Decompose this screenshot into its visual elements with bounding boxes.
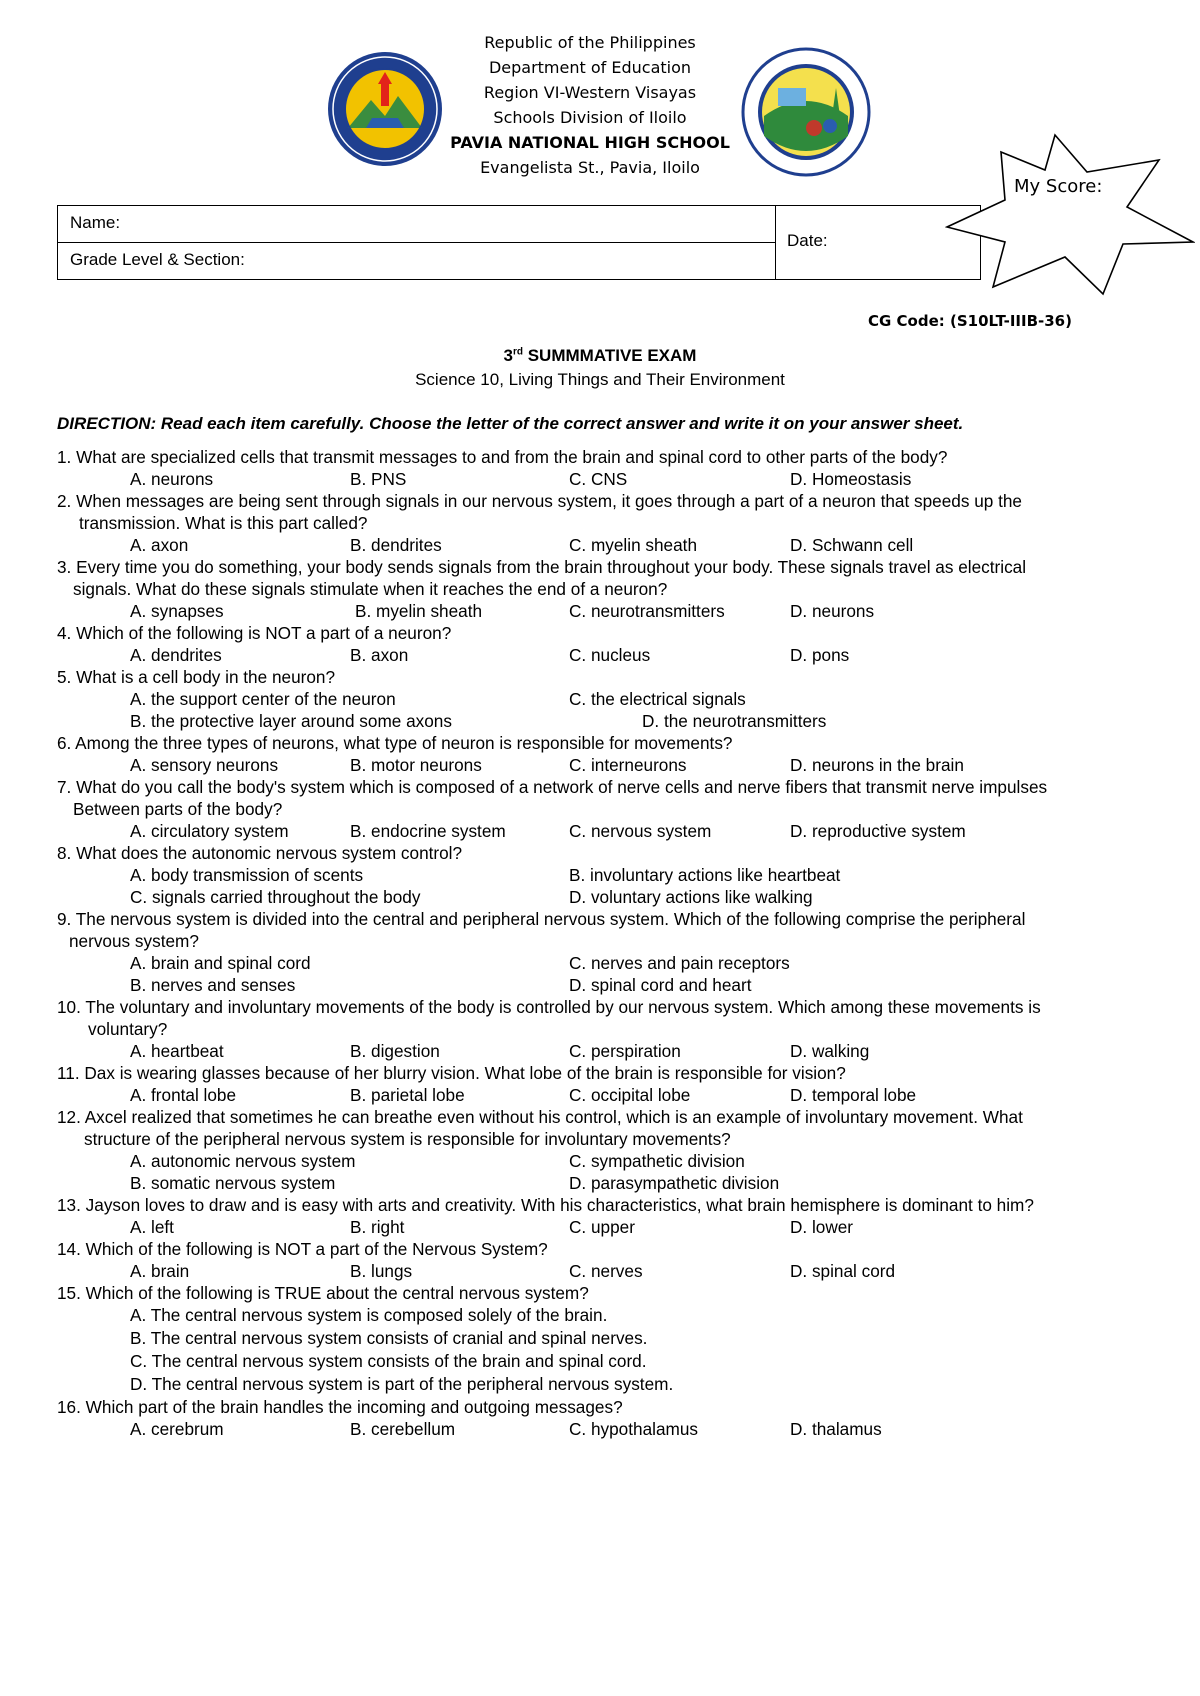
option-d[interactable]: D. spinal cord xyxy=(790,1261,896,1281)
option-c[interactable]: C. myelin sheath xyxy=(569,535,698,555)
option-a[interactable]: A. cerebrum xyxy=(130,1419,224,1439)
option-c[interactable]: C. signals carried throughout the body xyxy=(130,887,421,907)
question-text-line1: 12. Axcel realized that sometimes he can breathe even without his control, which is an example of involuntary movement. What xyxy=(57,1107,1023,1127)
option-row xyxy=(57,1150,1137,1172)
option-row xyxy=(57,1172,1137,1194)
option-d[interactable]: D. temporal lobe xyxy=(790,1085,917,1105)
cg-code: CG Code: (S10LT-IIIB-36) xyxy=(868,312,1072,330)
option-row xyxy=(57,820,1137,842)
option-c[interactable]: C. nerves and pain receptors xyxy=(569,953,790,973)
question-list xyxy=(57,446,1137,1440)
exam-title-ordinal: rd xyxy=(513,346,523,358)
option-b[interactable]: B. myelin sheath xyxy=(355,601,483,621)
option-d[interactable]: D. thalamus xyxy=(790,1419,882,1439)
question-15 xyxy=(57,1282,1137,1396)
option-d[interactable]: D. the neurotransmitters xyxy=(642,711,827,731)
question-text: 16. Which part of the brain handles the incoming and outgoing messages? xyxy=(57,1397,623,1417)
option-row xyxy=(57,754,1137,776)
header-country: Republic of the Philippines xyxy=(484,33,696,52)
date-field-label[interactable]: Date: xyxy=(787,231,828,250)
option-d[interactable]: D. spinal cord and heart xyxy=(569,975,752,995)
question-1 xyxy=(57,446,1137,490)
exam-title-number: 3 xyxy=(503,346,513,365)
option-c[interactable]: C. sympathetic division xyxy=(569,1151,745,1171)
option-a[interactable]: A. neurons xyxy=(130,469,214,489)
question-4 xyxy=(57,622,1137,666)
question-3 xyxy=(57,556,1137,622)
option-row xyxy=(57,600,1137,622)
option-a[interactable]: A. body transmission of scents xyxy=(130,865,364,885)
question-text-line1: 2. When messages are being sent through signals in our nervous system, it goes through a part of a neuron that speeds up the xyxy=(57,491,1022,511)
question-14 xyxy=(57,1238,1137,1282)
option-row xyxy=(57,1084,1137,1106)
option-row xyxy=(57,644,1137,666)
option-a[interactable]: A. circulatory system xyxy=(130,821,289,841)
option-row xyxy=(57,864,1137,886)
my-score-label[interactable]: My Score: xyxy=(1014,176,1103,197)
school-seal-logo xyxy=(326,50,444,168)
option-b[interactable]: B. right xyxy=(350,1217,405,1237)
question-11 xyxy=(57,1062,1137,1106)
option-c[interactable]: C. nucleus xyxy=(569,645,651,665)
option-a[interactable]: A. autonomic nervous system xyxy=(130,1151,356,1171)
question-13 xyxy=(57,1194,1137,1238)
option-c[interactable]: C. CNS xyxy=(569,469,628,489)
option-d[interactable]: D. pons xyxy=(790,645,850,665)
exam-title-text: SUMMMATIVE EXAM xyxy=(523,346,697,365)
score-star-shape xyxy=(945,132,1195,297)
header-address: Evangelista St., Pavia, Iloilo xyxy=(480,158,700,177)
option-c[interactable]: C. nervous system xyxy=(569,821,712,841)
option-row xyxy=(57,468,1137,490)
option-a[interactable]: A. frontal lobe xyxy=(130,1085,237,1105)
option-a[interactable]: A. axon xyxy=(130,535,189,555)
option-d[interactable]: D. neurons in the brain xyxy=(790,755,964,775)
question-text: 13. Jayson loves to draw and is easy with arts and creativity. With his characteristics, what brain hemisphere is dominant to him? xyxy=(57,1195,1034,1215)
option-b[interactable]: B. cerebellum xyxy=(350,1419,456,1439)
option-row xyxy=(57,1040,1137,1062)
option-a[interactable]: A. sensory neurons xyxy=(130,755,279,775)
option-c[interactable]: C. occipital lobe xyxy=(569,1085,691,1105)
question-12 xyxy=(57,1106,1137,1194)
option-c[interactable]: C. hypothalamus xyxy=(569,1419,698,1439)
question-text-line1: 9. The nervous system is divided into the central and peripheral nervous system. Which of the following comprise the peripheral xyxy=(57,909,1026,929)
option-row xyxy=(57,974,1137,996)
question-text-line1: 7. What do you call the body's system which is composed of a network of nerve cells and nerve fibers that transmit nerve impulses xyxy=(57,777,1048,797)
question-text-line2: transmission. What is this part called? xyxy=(79,513,368,533)
question-text xyxy=(57,776,1137,820)
question-text-line2: signals. What do these signals stimulate when it reaches the end of a neuron? xyxy=(73,579,668,599)
question-text xyxy=(57,490,1137,534)
question-text-line2: voluntary? xyxy=(88,1019,168,1039)
exam-subtitle: Science 10, Living Things and Their Environment xyxy=(415,370,785,389)
option-b[interactable]: B. axon xyxy=(350,645,409,665)
question-text: 11. Dax is wearing glasses because of her blurry vision. What lobe of the brain is responsible for vision? xyxy=(57,1063,846,1083)
question-text: 1. What are specialized cells that transmit messages to and from the brain and spinal cord to other parts of the body? xyxy=(57,447,948,467)
option-row xyxy=(57,1216,1137,1238)
option-c[interactable]: C. upper xyxy=(569,1217,635,1237)
student-info-box xyxy=(57,205,981,280)
header-department: Department of Education xyxy=(488,58,692,77)
question-2 xyxy=(57,490,1137,556)
option-b[interactable]: B. PNS xyxy=(350,469,407,489)
question-9 xyxy=(57,908,1137,996)
option-a[interactable]: A. the support center of the neuron xyxy=(130,689,396,709)
question-text-line2: Between parts of the body? xyxy=(73,799,283,819)
option-d[interactable]: D. reproductive system xyxy=(790,821,966,841)
question-text xyxy=(57,996,1137,1040)
option-c[interactable]: C. The central nervous system consists of the brain and spinal cord. xyxy=(130,1351,647,1371)
option-d[interactable]: D. neurons xyxy=(790,601,875,621)
option-d[interactable]: D. Schwann cell xyxy=(790,535,914,555)
question-text: 8. What does the autonomic nervous system control? xyxy=(57,843,463,863)
option-b[interactable]: B. somatic nervous system xyxy=(130,1173,336,1193)
option-d[interactable]: D. parasympathetic division xyxy=(569,1173,780,1193)
question-text xyxy=(57,908,1137,952)
option-b[interactable]: B. parietal lobe xyxy=(350,1085,465,1105)
option-b[interactable]: B. endocrine system xyxy=(350,821,506,841)
option-a[interactable]: A. brain xyxy=(130,1261,190,1281)
option-b[interactable]: B. lungs xyxy=(350,1261,413,1281)
option-b[interactable]: B. digestion xyxy=(350,1041,440,1061)
question-text xyxy=(57,556,1137,600)
exam-title xyxy=(0,346,1200,366)
question-text: 4. Which of the following is NOT a part of a neuron? xyxy=(57,623,452,643)
question-text-line1: 10. The voluntary and involuntary movements of the body is controlled by our nervous system. Which among these movements is xyxy=(57,997,1041,1017)
option-row xyxy=(57,1260,1137,1282)
name-field-label[interactable]: Name: xyxy=(70,213,121,232)
question-text: 5. What is a cell body in the neuron? xyxy=(57,667,336,687)
option-a[interactable]: A. The central nervous system is composed solely of the brain. xyxy=(130,1305,608,1325)
option-b[interactable]: B. the protective layer around some axons xyxy=(130,711,452,731)
option-d[interactable]: D. Homeostasis xyxy=(790,469,912,489)
question-5 xyxy=(57,666,1137,732)
option-b[interactable]: B. nerves and senses xyxy=(130,975,296,995)
grade-section-field-label[interactable]: Grade Level & Section: xyxy=(70,250,245,269)
option-row xyxy=(57,952,1137,974)
option-c[interactable]: C. the electrical signals xyxy=(569,689,746,709)
question-8 xyxy=(57,842,1137,908)
header-region: Region VI-Western Visayas xyxy=(483,83,697,102)
option-a[interactable]: A. left xyxy=(130,1217,174,1237)
question-7 xyxy=(57,776,1137,842)
option-b[interactable]: B. The central nervous system consists of cranial and spinal nerves. xyxy=(130,1328,648,1348)
question-text-line1: 3. Every time you do something, your body sends signals from the brain throughout your body. These signals travel as electrical xyxy=(57,557,1027,577)
option-a[interactable]: A. brain and spinal cord xyxy=(130,953,311,973)
option-a[interactable]: A. dendrites xyxy=(130,645,222,665)
option-c[interactable]: C. interneurons xyxy=(569,755,687,775)
option-row xyxy=(57,534,1137,556)
header-school-name: PAVIA NATIONAL HIGH SCHOOL xyxy=(450,133,730,152)
option-c[interactable]: C. perspiration xyxy=(569,1041,681,1061)
option-a[interactable]: A. heartbeat xyxy=(130,1041,224,1061)
option-row xyxy=(57,710,1137,732)
question-text: 15. Which of the following is TRUE about the central nervous system? xyxy=(57,1283,589,1303)
option-c[interactable]: C. nerves xyxy=(569,1261,643,1281)
question-6 xyxy=(57,732,1137,776)
option-b[interactable]: B. involuntary actions like heartbeat xyxy=(569,865,841,885)
option-d[interactable]: D. voluntary actions like walking xyxy=(569,887,813,907)
option-b[interactable]: B. motor neurons xyxy=(350,755,482,775)
question-text-line2: nervous system? xyxy=(69,931,199,951)
option-d[interactable]: D. walking xyxy=(790,1041,870,1061)
question-10 xyxy=(57,996,1137,1062)
header-division: Schools Division of Iloilo xyxy=(493,108,687,127)
option-row xyxy=(57,1418,1137,1440)
question-text: 6. Among the three types of neurons, what type of neuron is responsible for movements? xyxy=(57,733,733,753)
option-d[interactable]: D. lower xyxy=(790,1217,854,1237)
question-16 xyxy=(57,1396,1137,1440)
option-c[interactable]: C. neurotransmitters xyxy=(569,601,725,621)
option-b[interactable]: B. dendrites xyxy=(350,535,442,555)
question-text: 14. Which of the following is NOT a part of the Nervous System? xyxy=(57,1239,548,1259)
option-d[interactable]: D. The central nervous system is part of the peripheral nervous system. xyxy=(130,1374,674,1394)
question-text-line2: structure of the peripheral nervous system is responsible for involuntary movements? xyxy=(84,1129,731,1149)
option-row xyxy=(57,688,1137,710)
option-a[interactable]: A. synapses xyxy=(130,601,224,621)
school-header xyxy=(440,30,740,180)
question-text xyxy=(57,1106,1137,1150)
exam-direction: DIRECTION: Read each item carefully. Choose the letter of the correct answer and write it on your answer sheet. xyxy=(57,414,964,433)
deped-seal-logo xyxy=(740,46,872,178)
option-row xyxy=(57,886,1137,908)
